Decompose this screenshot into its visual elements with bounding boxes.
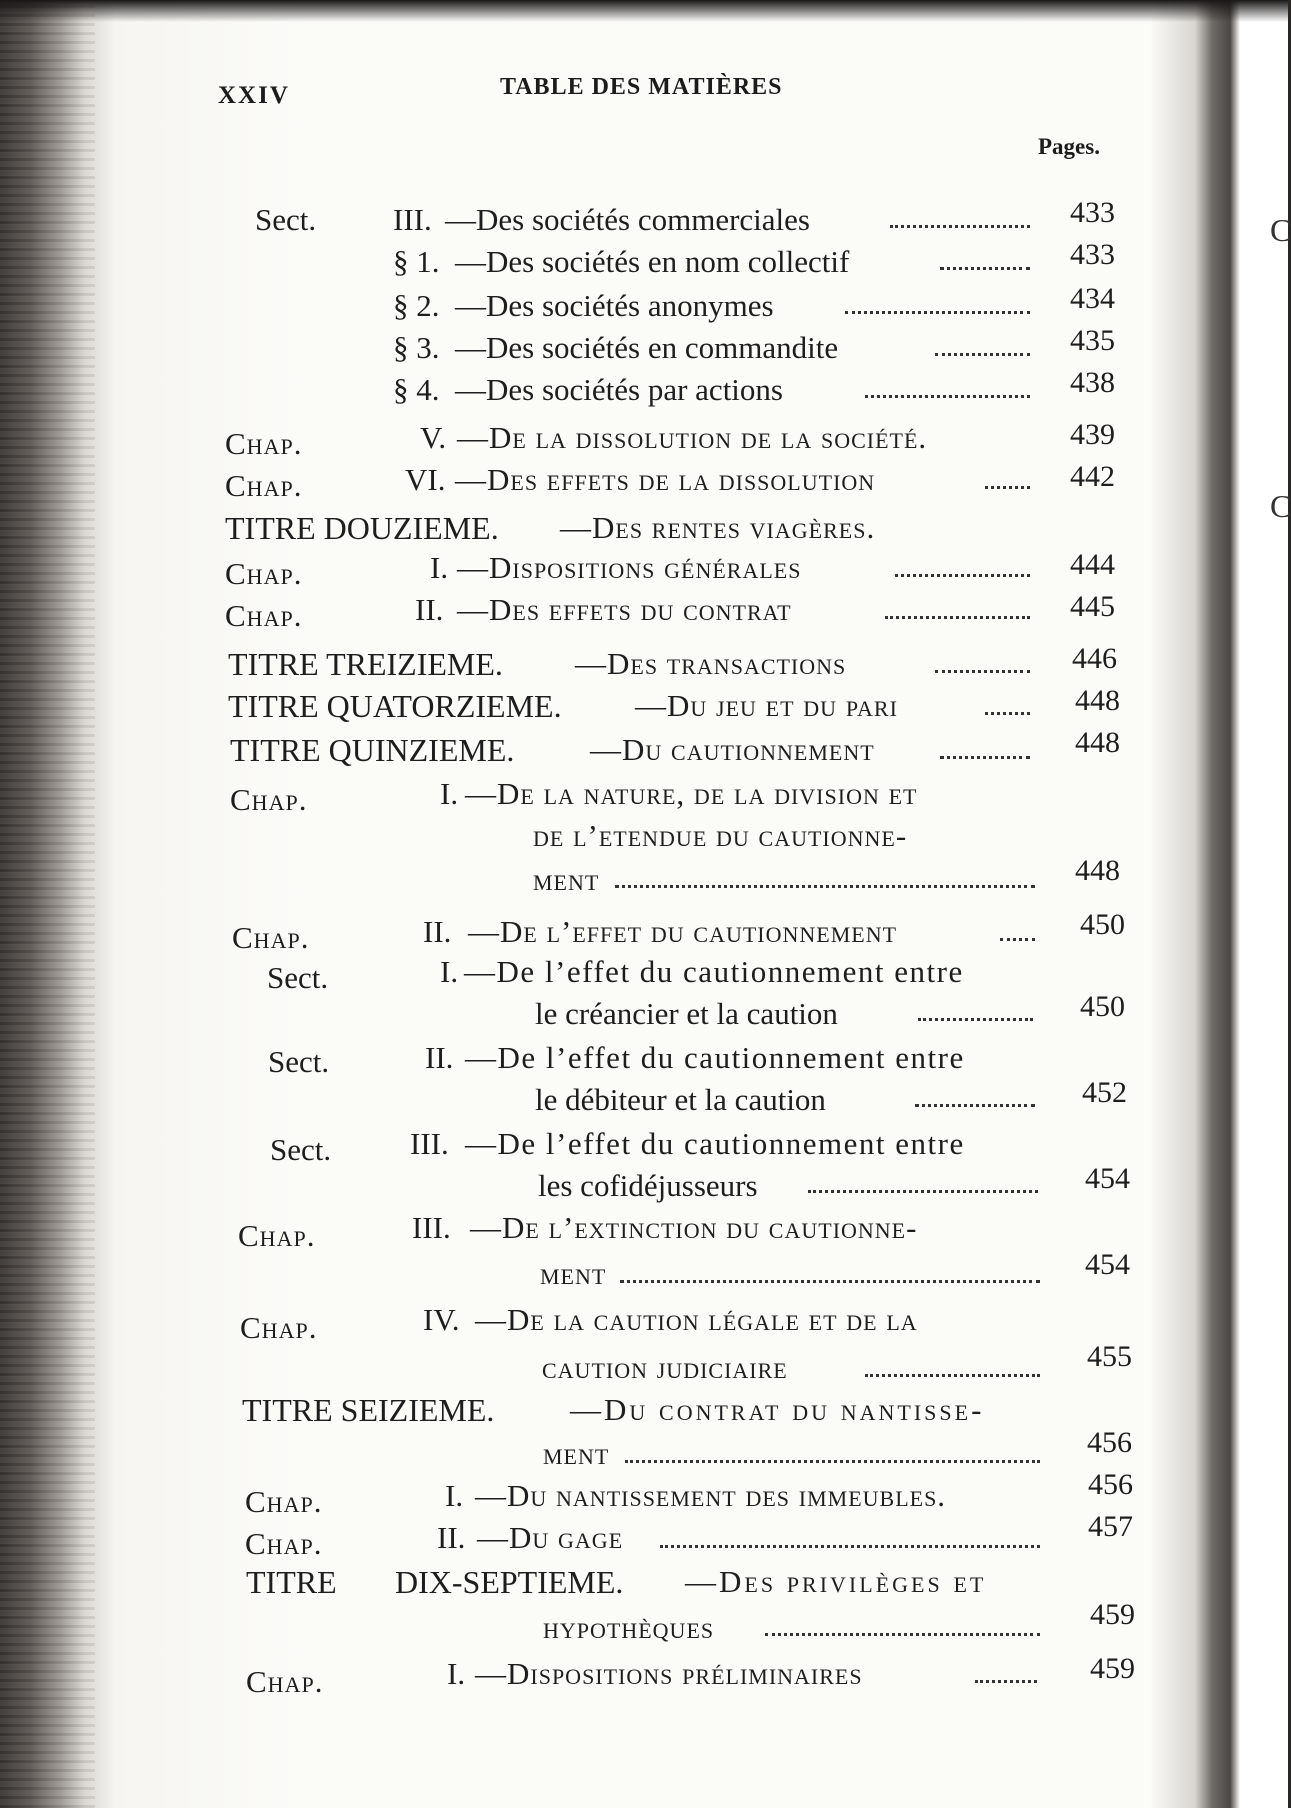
entry-number: I. [445, 1478, 464, 1513]
title-label: TITRE SEIZIEME. [242, 1392, 495, 1428]
entry-title: —De l’effet du cautionnement [468, 914, 898, 949]
dot-leader [935, 670, 1030, 673]
entry-page: 438 [1070, 366, 1115, 399]
dot-leader [890, 225, 1030, 228]
entry-label: Chap. [230, 782, 308, 817]
entry-number: III. [410, 1126, 449, 1161]
entry-page: 450 [1080, 908, 1125, 941]
entry-page: 459 [1090, 1652, 1135, 1685]
pages-column-label: Pages. [1038, 134, 1100, 159]
entry-title-line-2: les cofidéjusseurs [538, 1168, 758, 1203]
title-number: DIX-SEPTIEME. [395, 1564, 624, 1600]
entry-title: —Des transactions [575, 646, 847, 681]
book-spine-edge [0, 0, 95, 1808]
dot-leader [808, 1190, 1038, 1193]
entry-label: Chap. [225, 426, 303, 461]
entry-title: —Des rentes viagères. [560, 510, 876, 545]
entry-title: —Des sociétés en commandite [455, 330, 839, 365]
entry-title: —Des sociétés anonymes [455, 288, 774, 323]
entry-title: —Du gage [477, 1520, 624, 1555]
entry-title: —Dispositions préliminaires [475, 1656, 863, 1691]
entry-title: —De l’effet du cautionnement entre [464, 954, 964, 989]
title-label: TITRE QUATORZIEME. [228, 688, 562, 724]
entry-number: I. [440, 776, 459, 811]
entry-page: 444 [1070, 548, 1115, 581]
entry-label: Sect. [267, 960, 329, 995]
entry-title-line-2: le débiteur et la caution [535, 1082, 826, 1117]
entry-number: § 4. [393, 372, 440, 407]
entry-number: I. [447, 1656, 466, 1691]
dot-leader [985, 712, 1030, 715]
entry-title: —Des sociétés commerciales [445, 202, 810, 237]
dot-leader [895, 574, 1030, 577]
entry-label: Chap. [245, 1526, 323, 1561]
entry-title-line-2: hypothèques [543, 1610, 715, 1645]
entry-title: —De la caution légale et de la [475, 1302, 918, 1337]
entry-number: III. [393, 202, 432, 237]
entry-number: I. [430, 550, 449, 585]
entry-page: 433 [1070, 238, 1115, 271]
entry-title: —De l’effet du cautionnement entre [465, 1126, 965, 1161]
entry-title-line-3: ment [533, 862, 600, 897]
dot-leader [865, 1374, 1040, 1377]
entry-number: IV. [423, 1302, 460, 1337]
title-label: TITRE QUINZIEME. [230, 732, 515, 768]
entry-title: —De la dissolution de la société. [457, 420, 928, 455]
entry-label: Chap. [225, 598, 303, 633]
entry-page: 456 [1087, 1426, 1132, 1459]
dot-leader [915, 1104, 1035, 1107]
entry-number: § 1. [393, 244, 440, 279]
entry-title: —Du jeu et du pari [635, 688, 898, 723]
entry-number: III. [412, 1210, 451, 1245]
entry-title: —De l’effet du cautionnement entre [465, 1040, 965, 1075]
dot-leader [935, 353, 1030, 356]
entry-number: VI. [405, 462, 446, 497]
entry-number: § 2. [393, 288, 440, 323]
page-number: XXIV [218, 82, 290, 109]
dot-leader [660, 1545, 1040, 1548]
dot-leader [918, 1018, 1033, 1021]
entry-title: —Des effets de la dissolution [455, 462, 876, 497]
entry-page: 442 [1070, 460, 1115, 493]
title-label: TITRE DOUZIEME. [225, 510, 499, 546]
dot-leader [885, 616, 1030, 619]
dot-leader [940, 756, 1030, 759]
entry-label: Chap. [240, 1310, 318, 1345]
entry-page: 459 [1090, 1598, 1135, 1631]
entry-title: —Des privilèges et [685, 1564, 987, 1599]
dot-leader [625, 1460, 1040, 1463]
entry-title: —Des effets du contrat [457, 592, 792, 627]
entry-page: 448 [1075, 854, 1120, 887]
title-label: TITRE TREIZIEME. [228, 646, 503, 682]
dot-leader [845, 311, 1030, 314]
entry-title: —Dispositions générales [457, 550, 802, 585]
dot-leader [940, 267, 1030, 270]
entry-title: —Du contrat du nantisse- [570, 1392, 985, 1427]
entry-label: Chap. [246, 1664, 324, 1699]
entry-page: 434 [1070, 282, 1115, 315]
entry-number: § 3. [393, 330, 440, 365]
entry-label: Chap. [232, 920, 310, 955]
entry-label: Chap. [225, 556, 303, 591]
entry-title: —Du cautionnement [590, 732, 875, 767]
entry-number: V. [420, 420, 447, 455]
entry-title: —Des sociétés par actions [455, 372, 783, 407]
dot-leader [765, 1633, 1040, 1636]
entry-label: Chap. [238, 1218, 316, 1253]
entry-page: 448 [1075, 726, 1120, 759]
entry-label: Sect. [255, 202, 317, 237]
title-label: TITRE [246, 1564, 337, 1600]
entry-title-line-2: caution judiciaire [542, 1350, 788, 1385]
entry-page: 435 [1070, 324, 1115, 357]
entry-label: Sect. [270, 1132, 332, 1167]
facing-page-letter: C [1270, 488, 1291, 524]
entry-page: 455 [1087, 1340, 1132, 1373]
dot-leader [615, 885, 1035, 888]
entry-title-line-2: ment [543, 1436, 610, 1471]
entry-page: 454 [1085, 1248, 1130, 1281]
page-top-shadow [0, 0, 1288, 22]
dot-leader [985, 486, 1030, 489]
entry-number: I. [440, 954, 459, 989]
entry-title: —Du nantissement des immeubles. [475, 1478, 947, 1513]
facing-page-letter: C [1270, 212, 1291, 248]
entry-page: 450 [1080, 990, 1125, 1023]
entry-title-line-2: ment [540, 1256, 607, 1291]
entry-title: —Des sociétés en nom collectif [455, 244, 850, 279]
entry-label: Chap. [245, 1484, 323, 1519]
dot-leader [865, 395, 1030, 398]
entry-page: 446 [1072, 642, 1117, 675]
entry-title-line-2: le créancier et la caution [535, 996, 838, 1031]
running-title: TABLE DES MATIÈRES [500, 74, 783, 100]
dot-leader [975, 1680, 1037, 1683]
entry-number: II. [415, 592, 444, 627]
entry-number: II. [425, 1040, 454, 1075]
entry-label: Sect. [268, 1044, 330, 1079]
entry-number: II. [437, 1520, 466, 1555]
dot-leader [620, 1280, 1040, 1283]
entry-title: —De l’extinction du cautionne- [470, 1210, 918, 1245]
entry-page: 457 [1088, 1510, 1133, 1543]
entry-page: 448 [1075, 684, 1120, 717]
entry-page: 433 [1070, 196, 1115, 229]
entry-label: Chap. [225, 468, 303, 503]
entry-number: II. [423, 914, 452, 949]
entry-title-line-2: de l’etendue du cautionne- [533, 818, 908, 853]
entry-page: 454 [1085, 1162, 1130, 1195]
entry-page: 456 [1088, 1468, 1133, 1501]
entry-page: 439 [1070, 418, 1115, 451]
entry-title: —De la nature, de la division et [465, 776, 918, 811]
entry-page: 452 [1082, 1076, 1127, 1109]
entry-page: 445 [1070, 590, 1115, 623]
dot-leader [1000, 938, 1035, 941]
